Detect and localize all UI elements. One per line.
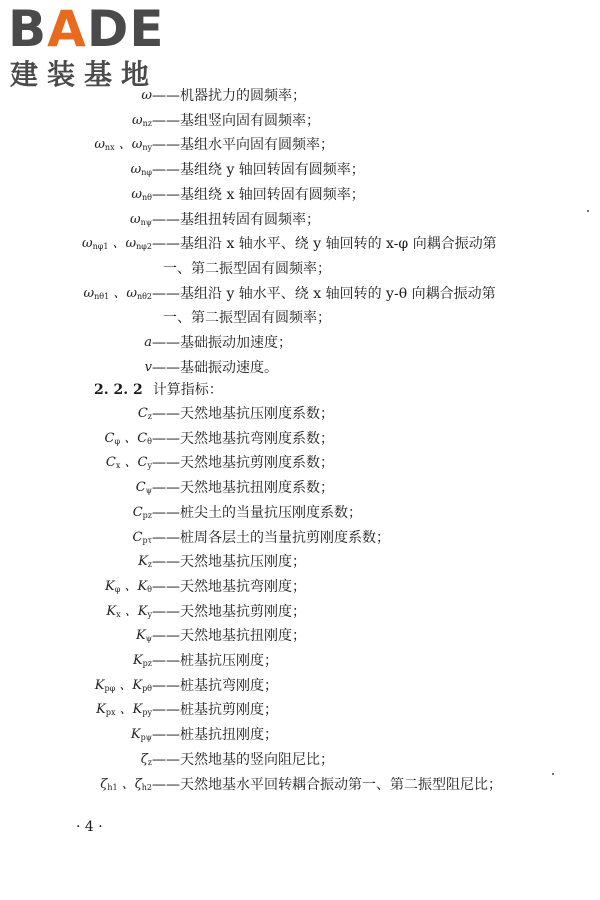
symbol-entry xyxy=(0,427,600,451)
symbol-entry xyxy=(0,356,600,380)
symbol-entry xyxy=(0,282,600,306)
symbol-entry xyxy=(0,476,600,500)
symbol-entry xyxy=(0,698,600,722)
logo-letters-de: DE xyxy=(86,0,165,58)
symbol-definition: ——天然地基抗剪刚度系数； xyxy=(152,455,334,472)
symbol-definition: ——天然地基抗弯刚度； xyxy=(152,578,306,595)
symbol: v xyxy=(144,359,152,375)
section-222-heading xyxy=(94,378,223,402)
symbol-definition: ——基础振动加速度； xyxy=(152,335,292,351)
symbol-definition-continuation: 一、第二振型固有圆频率； xyxy=(163,260,331,277)
symbol-definition: ——天然地基的竖向阻尼比； xyxy=(152,751,334,768)
symbol-definition: ——基组沿 y 轴水平、绕 x 轴回转的 y-θ 向耦合振动第 xyxy=(152,285,496,302)
symbol: $C_\varphi$ 、$C_\theta$ xyxy=(104,430,152,446)
symbol-entry xyxy=(0,550,600,574)
symbol-entry xyxy=(0,575,600,599)
symbol: $C_\psi$ xyxy=(135,480,152,496)
decorative-dot xyxy=(552,773,554,775)
symbol-definition: ——机器扰力的圆频率； xyxy=(152,88,306,104)
symbol-entry xyxy=(0,402,600,426)
symbol-definition: ——桩基抗弯刚度； xyxy=(152,677,278,694)
symbol: $\omega_{nx}$ 、$\omega_{ny}$ xyxy=(94,137,152,153)
logo-brand-text xyxy=(8,0,165,58)
section-number: 2. 2. 2 xyxy=(94,382,143,398)
symbol-entry xyxy=(0,624,600,648)
logo-letter-b: B xyxy=(8,0,48,58)
symbol: $\omega_{nz}$ xyxy=(132,112,152,128)
symbol-definition: ——基组水平向固有圆频率； xyxy=(152,137,334,154)
symbol-entry xyxy=(0,84,600,108)
symbol-definition: ——桩基抗剪刚度； xyxy=(152,702,278,719)
symbol: $K_{p\varphi}$ 、$K_{p\theta}$ xyxy=(94,677,152,693)
symbol-definition: ——桩基抗扭刚度； xyxy=(152,727,278,744)
symbol-definition: ——天然地基抗扭刚度系数； xyxy=(152,480,334,497)
symbol-definition: ——天然地基抗压刚度系数； xyxy=(152,406,334,422)
symbol-definition: ——基组绕 x 轴回转固有圆频率； xyxy=(152,186,365,203)
symbol-entry xyxy=(0,501,600,525)
symbol-entry xyxy=(0,649,600,673)
symbol: a xyxy=(144,335,152,350)
symbol: $K_{pz}$ xyxy=(132,653,152,668)
symbol: $C_{p\tau}$ xyxy=(132,529,152,545)
symbol-entry xyxy=(0,674,600,698)
logo-letter-a: A xyxy=(47,0,87,58)
symbol: $\omega_{n\theta 1}$ 、$\omega_{n\theta 2}$ xyxy=(83,285,152,301)
symbol-entry xyxy=(0,526,600,550)
symbol-definition: ——桩尖土的当量抗压刚度系数； xyxy=(152,504,362,521)
symbol: $K_{px}$ 、$K_{py}$ xyxy=(96,702,152,718)
symbol-definition: ——基组沿 x 轴水平、绕 y 轴回转的 x-φ 向耦合振动第 xyxy=(152,236,497,253)
symbol: $C_z$ xyxy=(137,406,152,421)
symbol-definition: ——桩周各层土的当量抗剪刚度系数； xyxy=(152,529,390,546)
symbol: $\omega_{n\psi}$ xyxy=(129,211,152,227)
symbol-entry xyxy=(0,183,600,207)
symbol-entry xyxy=(0,133,600,157)
section-title: 计算指标： xyxy=(152,382,223,398)
symbol-definition: ——天然地基水平回转耦合振动第一、第二振型阻尼比； xyxy=(152,776,502,793)
symbol: $\omega_{n\varphi 1}$ 、$\omega_{n\varphi 2}$ xyxy=(81,236,152,252)
symbol-entry xyxy=(0,600,600,624)
symbol-entry xyxy=(0,208,600,232)
symbol: $C_{pz}$ xyxy=(132,504,152,520)
symbol: $K_x$ 、$K_y$ xyxy=(106,603,152,619)
symbol-entry xyxy=(0,109,600,133)
symbol-definition: ——桩基抗压刚度； xyxy=(152,653,278,669)
symbol-definition: ——基础振动速度。 xyxy=(152,359,278,376)
symbol: $\omega_{n\theta}$ xyxy=(131,186,152,202)
symbol-entry xyxy=(0,331,600,355)
symbol: $K_z$ xyxy=(138,554,152,570)
symbol: $K_{p\psi}$ xyxy=(130,727,152,743)
symbol-entry xyxy=(0,748,600,772)
symbol-entry xyxy=(0,723,600,747)
page-number: · 4 · xyxy=(76,819,103,835)
symbol-definition: ——基组绕 y 轴回转固有圆频率； xyxy=(152,162,365,179)
bade-logo xyxy=(8,0,178,94)
symbol: $\zeta_z$ xyxy=(140,751,152,767)
symbol: $\zeta_{h1}$ 、$\zeta_{h2}$ xyxy=(100,776,152,792)
symbol: $C_x$ 、$C_y$ xyxy=(105,455,152,471)
decorative-dot xyxy=(587,210,589,212)
symbol: ω xyxy=(141,88,152,103)
symbol-entry xyxy=(0,451,600,475)
symbol-definition: ——基组竖向固有圆频率； xyxy=(152,112,320,129)
symbol-definition: ——天然地基抗剪刚度； xyxy=(152,603,306,620)
symbol-definition: ——天然地基抗弯刚度系数； xyxy=(152,430,334,447)
symbol-entry xyxy=(0,232,600,256)
symbol-definition-continuation: 一、第二振型固有圆频率； xyxy=(163,310,331,327)
symbol-entry xyxy=(0,773,600,797)
symbol: $\omega_{n\varphi}$ xyxy=(130,162,152,178)
symbol-definition: ——天然地基抗压刚度； xyxy=(152,554,306,571)
symbol-definition: ——天然地基抗扭刚度； xyxy=(152,628,306,645)
symbol-entry xyxy=(0,158,600,182)
symbol: $K_\psi$ xyxy=(136,628,152,644)
logo-chinese-text: 建装基地 xyxy=(10,58,159,91)
symbol-definition: ——基组扭转固有圆频率； xyxy=(152,211,320,228)
symbol: $K_\varphi$ 、$K_\theta$ xyxy=(104,578,152,594)
